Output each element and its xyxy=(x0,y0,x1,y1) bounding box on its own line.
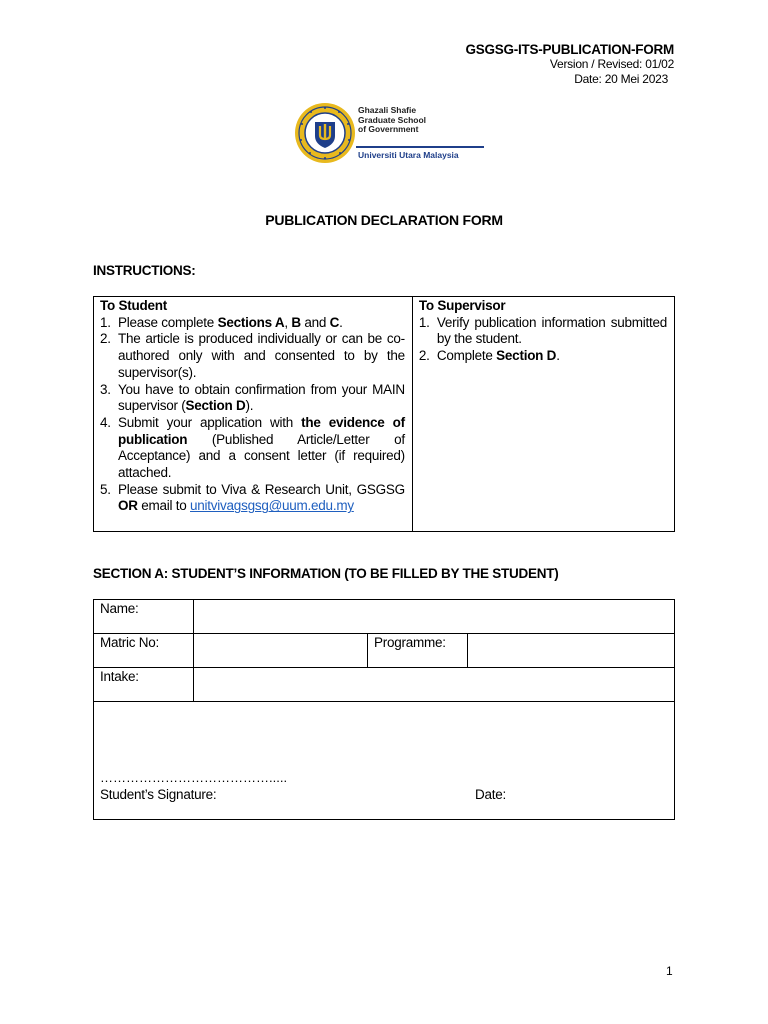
list-item: 4. Submit your application with the evidence of publication (Published Article/Letter of Acceptance) and a consent letter (if required) attached. xyxy=(100,414,405,481)
student-instruction-list xyxy=(100,315,405,515)
programme-label: Programme: xyxy=(374,635,446,650)
logo-divider xyxy=(356,146,484,148)
page-number: 1 xyxy=(666,964,673,978)
uum-seal-icon xyxy=(294,102,356,164)
matric-label: Matric No: xyxy=(100,635,160,650)
matric-field[interactable] xyxy=(193,633,368,668)
supervisor-instructions xyxy=(413,297,674,531)
instructions-heading: INSTRUCTIONS: xyxy=(93,263,196,278)
list-item: 3. You have to obtain confirmation from your MAIN supervisor (Section D). xyxy=(100,381,405,414)
signature-line: …………………………………..... xyxy=(100,770,288,785)
version-text: Version / Revised: 01/02 xyxy=(549,57,674,71)
gsgsg-logo xyxy=(294,100,486,166)
student-column-heading: To Student xyxy=(100,298,167,313)
form-title: PUBLICATION DECLARATION FORM xyxy=(265,212,503,228)
intake-field[interactable] xyxy=(193,667,675,702)
list-item: 5. Please submit to Viva & Research Unit, GSGSG OR email to unitvivagsgsg@uum.edu.my xyxy=(100,481,405,514)
intake-label-cell xyxy=(93,667,194,702)
form-code: GSGSG-ITS-PUBLICATION-FORM xyxy=(465,42,674,57)
instructions-table xyxy=(93,296,675,532)
date-text: Date: 20 Mei 2023 xyxy=(574,72,668,86)
date-label: Date: xyxy=(475,787,507,802)
school-name: Ghazali Shafie Graduate School of Government xyxy=(358,105,427,134)
programme-field[interactable] xyxy=(467,633,675,668)
list-item: 1. Verify publication information submitted by the student. xyxy=(418,314,667,347)
signature-box[interactable] xyxy=(93,701,675,820)
name-label-cell xyxy=(93,599,194,634)
list-item: 1. Please complete Sections A, B and C. xyxy=(100,314,343,330)
email-link[interactable]: unitvivagsgsg@uum.edu.my xyxy=(190,498,354,514)
programme-label-cell xyxy=(367,633,468,668)
intake-label: Intake: xyxy=(100,669,139,684)
supervisor-column-heading: To Supervisor xyxy=(418,298,506,313)
name-label: Name: xyxy=(100,601,139,616)
list-item: 2. Complete Section D. xyxy=(418,348,560,364)
section-a-title: SECTION A: STUDENT’S INFORMATION (TO BE FILLED BY THE STUDENT) xyxy=(93,566,559,581)
student-instructions xyxy=(94,297,413,531)
list-item: 2. The article is produced individually or can be co-authored only with and consented to by the supervisor(s). xyxy=(100,331,405,380)
university-name: Universiti Utara Malaysia xyxy=(358,150,459,160)
signature-label: Student’s Signature: xyxy=(100,787,217,802)
document-header xyxy=(466,42,675,87)
name-field[interactable] xyxy=(193,599,675,634)
supervisor-instruction-list xyxy=(419,315,667,365)
matric-label-cell xyxy=(93,633,194,668)
